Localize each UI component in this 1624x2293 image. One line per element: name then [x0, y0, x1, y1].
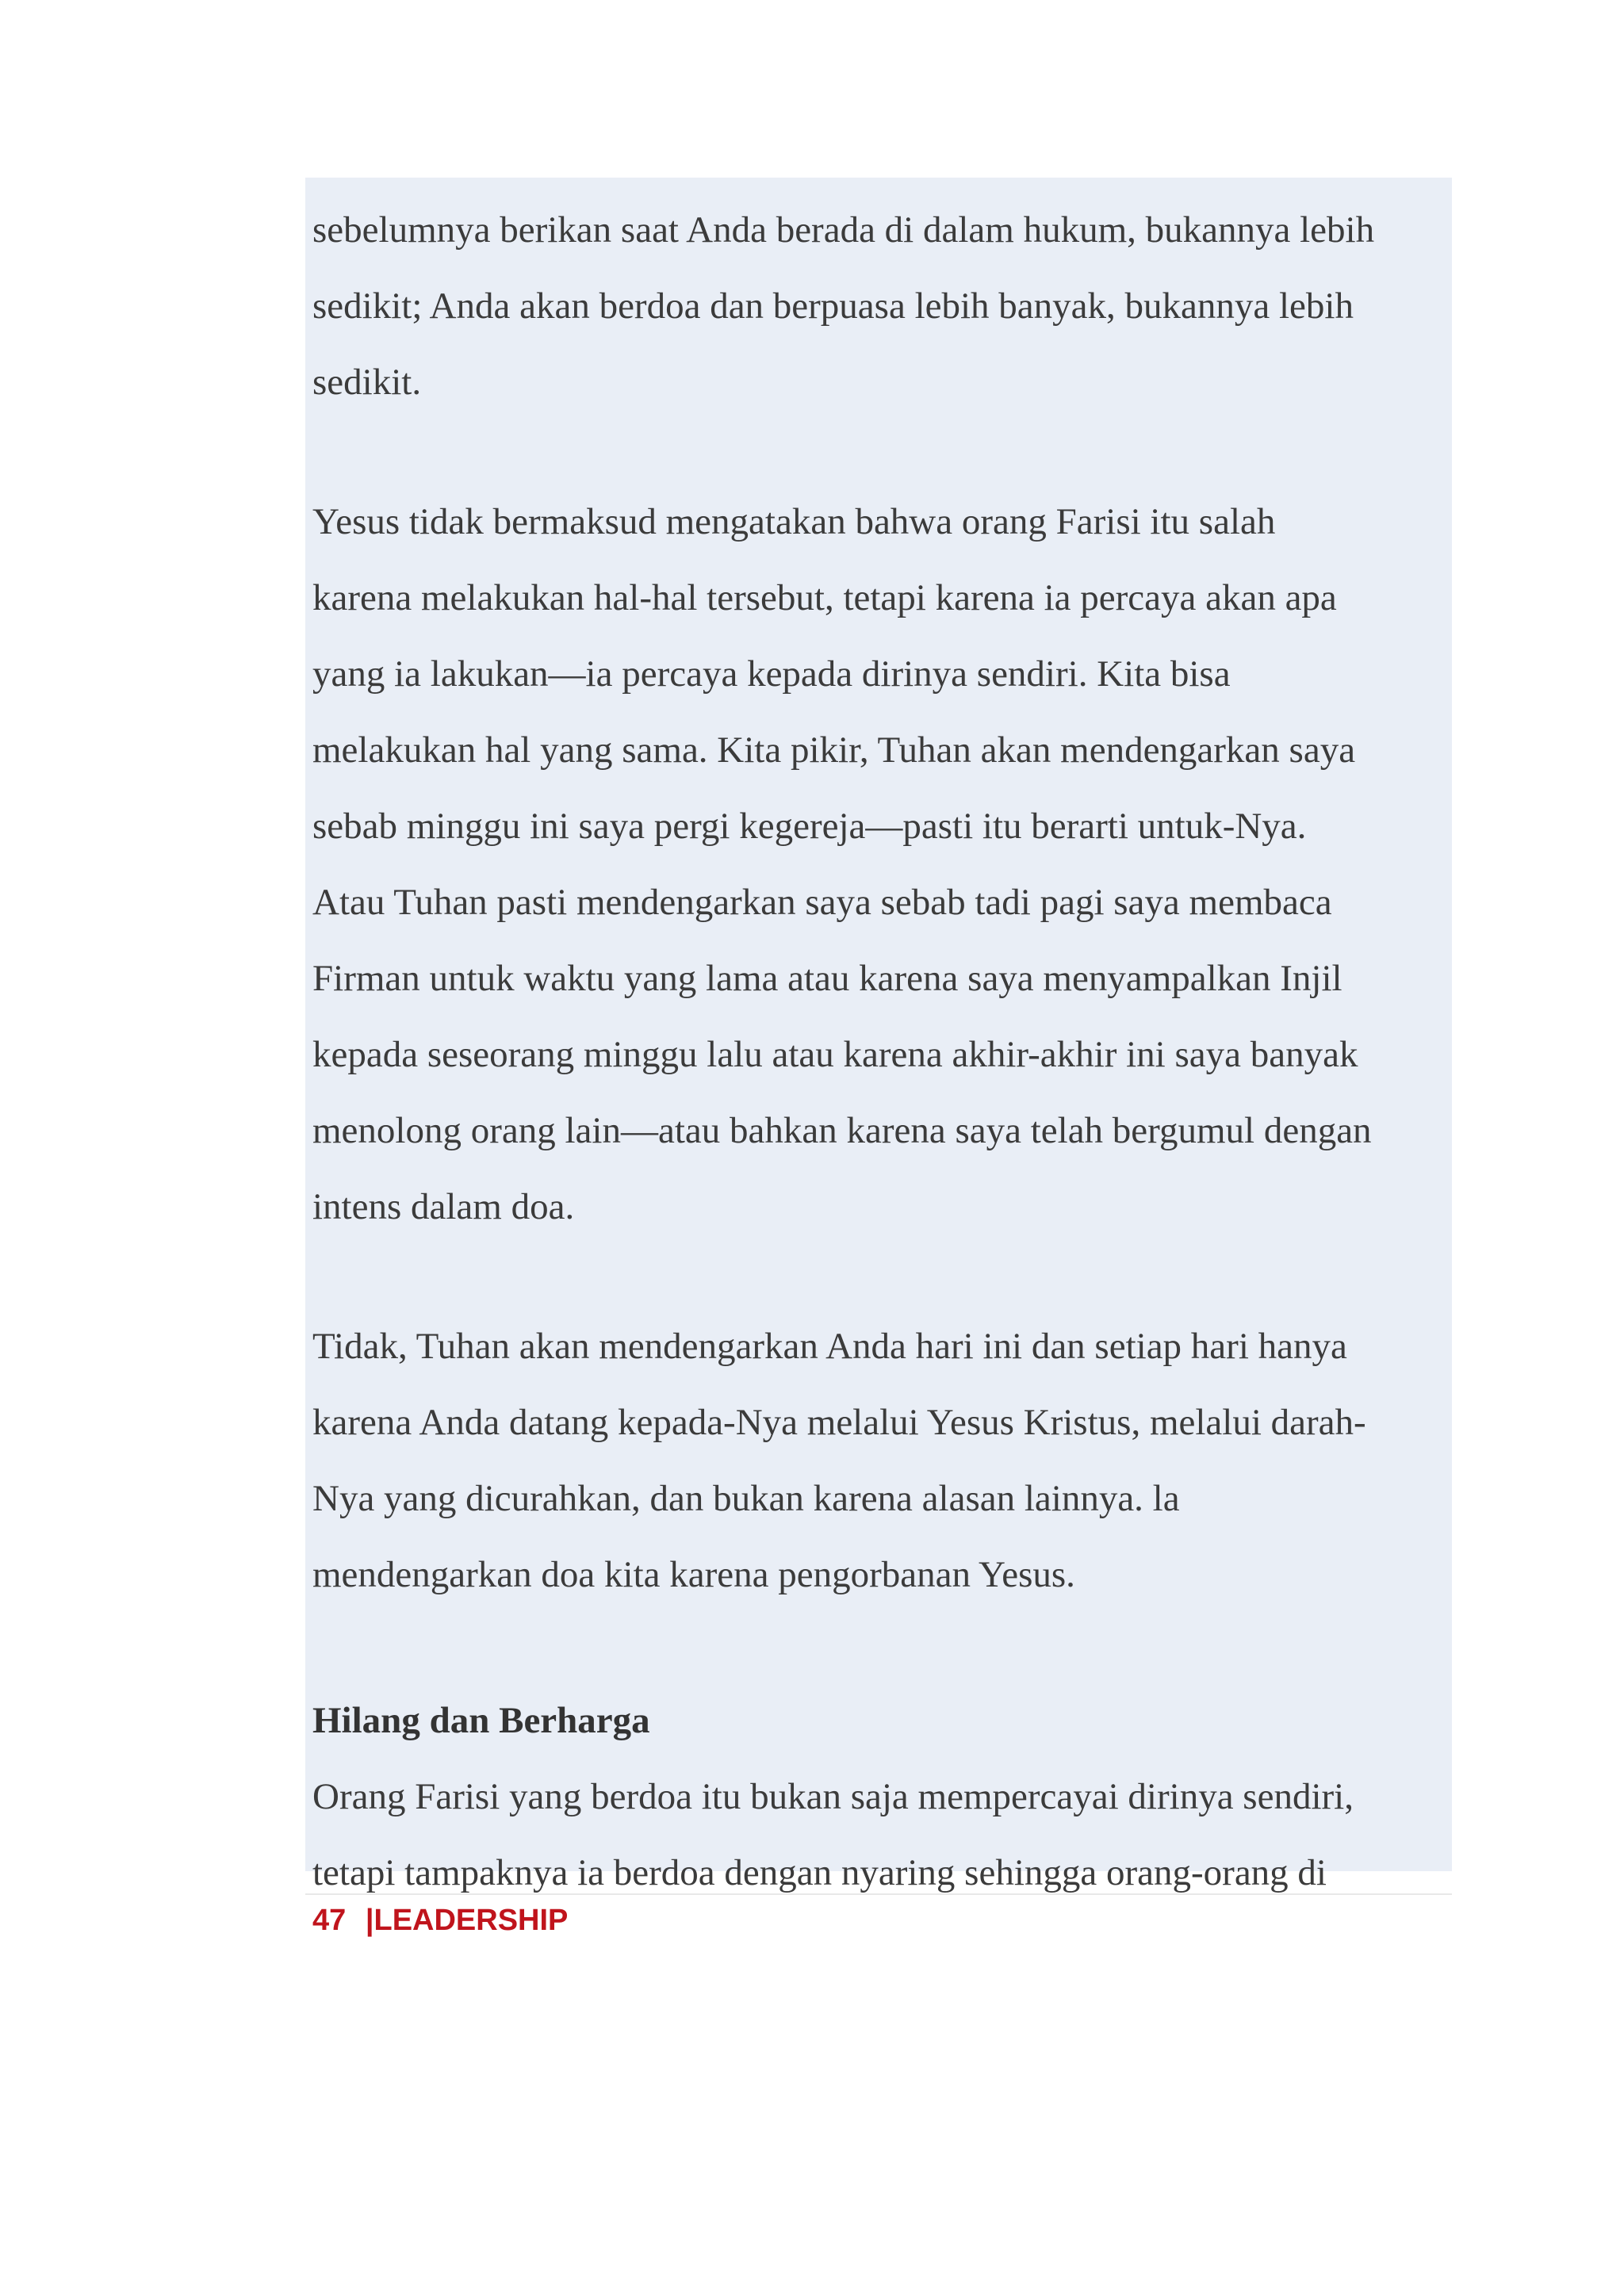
text-line: karena Anda datang kepada-Nya melalui Yesus Kristus, melalui darah-	[312, 1402, 1366, 1443]
paragraph-1	[312, 192, 1446, 420]
text-line: yang ia lakukan—ia percaya kepada dirinya sendiri. Kita bisa	[312, 653, 1231, 695]
paragraph-3	[312, 1308, 1446, 1613]
text-line: mendengarkan doa kita karena pengorbanan Yesus.	[312, 1554, 1075, 1595]
text-line: melakukan hal yang sama. Kita pikir, Tuhan akan mendengarkan saya	[312, 729, 1356, 771]
paragraph-2	[312, 484, 1446, 1245]
text-line: tetapi tampaknya ia berdoa dengan nyaring sehingga orang-orang di	[312, 1852, 1327, 1893]
text-line: menolong orang lain—atau bahkan karena saya telah bergumul dengan	[312, 1110, 1372, 1151]
footer-separator: |	[365, 1904, 374, 1937]
text-line: sedikit; Anda akan berdoa dan berpuasa lebih banyak, bukannya lebih	[312, 285, 1354, 327]
text-line: sebab minggu ini saya pergi kegereja—pasti itu berarti untuk-Nya.	[312, 806, 1307, 847]
text-line: karena melakukan hal-hal tersebut, tetapi karena ia percaya akan apa	[312, 577, 1337, 618]
paragraph-spacer	[312, 420, 1446, 484]
paragraph-spacer	[312, 1245, 1446, 1308]
text-line: Yesus tidak bermaksud mengatakan bahwa orang Farisi itu salah	[312, 501, 1276, 542]
section-heading: Hilang dan Berharga	[312, 1700, 650, 1741]
page-number: 47	[312, 1904, 347, 1937]
text-line: intens dalam doa.	[312, 1186, 575, 1227]
footer-divider	[305, 1893, 1452, 1895]
text-line: sedikit.	[312, 362, 422, 403]
text-line: Atau Tuhan pasti mendengarkan saya sebab tadi pagi saya membaca	[312, 882, 1332, 923]
text-line: Orang Farisi yang berdoa itu bukan saja mempercayai dirinya sendiri,	[312, 1776, 1354, 1817]
paragraph-4	[312, 1759, 1446, 1911]
text-line: kepada seseorang minggu lalu atau karena akhir-akhir ini saya banyak	[312, 1034, 1358, 1075]
body-text	[312, 192, 1446, 1911]
text-line: Nya yang dicurahkan, dan bukan karena alasan lainnya. la	[312, 1478, 1180, 1519]
text-line: sebelumnya berikan saat Anda berada di dalam hukum, bukannya lebih	[312, 209, 1375, 251]
footer-section-title: LEADERSHIP	[373, 1904, 569, 1937]
text-line: Firman untuk waktu yang lama atau karena saya menyampalkan Injil	[312, 958, 1342, 999]
text-line: Tidak, Tuhan akan mendengarkan Anda hari ini dan setiap hari hanya	[312, 1326, 1347, 1367]
page-footer	[312, 1898, 568, 1943]
paragraph-spacer	[312, 1613, 1446, 1682]
